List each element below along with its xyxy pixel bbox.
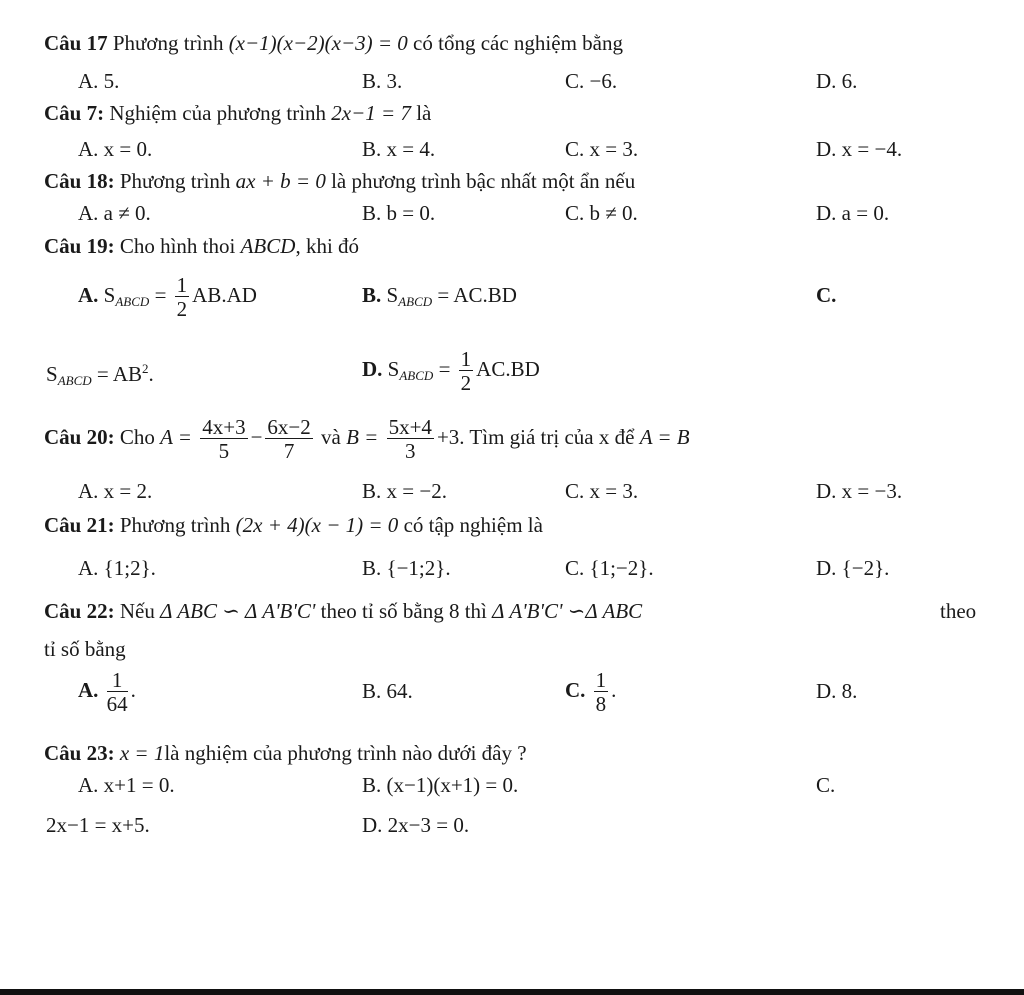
similarity-relation-1: Δ ABC ∽ Δ A'B'C' xyxy=(160,599,316,623)
question-text: theo xyxy=(940,599,977,623)
question-text: có tập nghiệm là xyxy=(403,513,543,537)
equation: 2x−1 = 7 xyxy=(331,101,411,125)
question-text: là xyxy=(416,101,432,125)
option-d[interactable]: D. x = −3. xyxy=(816,479,903,503)
area-symbol: S xyxy=(103,283,116,307)
option-expression: AB.AD xyxy=(192,283,257,307)
option-c[interactable]: C. −6. xyxy=(565,69,618,93)
question-text: Nghiệm của phương trình xyxy=(109,101,327,125)
question-21-stem xyxy=(44,512,543,538)
option-c-body[interactable]: 2x−1 = x+5. xyxy=(46,813,150,837)
question-text: tỉ số bằng xyxy=(44,637,126,661)
option-letter: A. xyxy=(78,283,99,307)
question-text: Phương trình xyxy=(112,31,224,55)
option-d[interactable]: D. 6. xyxy=(816,69,858,93)
fraction-half xyxy=(175,274,190,321)
equation: ax + b = 0 xyxy=(235,169,326,193)
fraction xyxy=(107,669,128,716)
area-symbol: S xyxy=(386,283,399,307)
option-d[interactable]: D. {−2}. xyxy=(816,556,890,580)
equation: (2x + 4)(x − 1) = 0 xyxy=(235,513,399,537)
figure-name: ABCD xyxy=(240,234,296,258)
question-19-stem xyxy=(44,233,359,259)
option-c[interactable] xyxy=(816,282,836,308)
question-text: , khi đó xyxy=(295,234,360,258)
denominator: 2 xyxy=(176,296,188,321)
denominator: 7 xyxy=(283,438,295,463)
minus-sign: − xyxy=(250,425,263,449)
option-d[interactable]: D. a = 0. xyxy=(816,201,890,225)
question-text: là phương trình bậc nhất một ẩn nếu xyxy=(331,169,636,193)
variable-b: B = xyxy=(346,425,379,449)
fraction-2 xyxy=(265,416,312,463)
denominator: 2 xyxy=(460,370,472,395)
area-subscript: ABCD xyxy=(57,373,92,388)
option-letter: C. xyxy=(816,283,837,307)
question-label: Câu 21: xyxy=(44,513,115,537)
equals: = xyxy=(96,362,109,386)
option-b[interactable]: B. x = 4. xyxy=(362,137,436,161)
numerator: 5x+4 xyxy=(388,414,432,439)
option-b[interactable]: B. 64. xyxy=(362,679,413,703)
option-c[interactable]: C. x = 3. xyxy=(565,137,639,161)
option-expression: AC.BD xyxy=(476,357,540,381)
period: . xyxy=(148,362,154,386)
question-text: Nếu xyxy=(119,599,155,623)
question-20-stem xyxy=(44,412,690,463)
option-b[interactable]: B. b = 0. xyxy=(362,201,436,225)
option-c[interactable]: C. x = 3. xyxy=(565,479,639,503)
condition: A = B xyxy=(639,425,690,449)
question-7-stem xyxy=(44,100,431,126)
plus-three: +3 xyxy=(436,425,460,449)
denominator: 3 xyxy=(405,438,416,463)
option-a[interactable]: A. 5. xyxy=(78,69,120,93)
option-d[interactable]: D. 8. xyxy=(816,679,858,703)
numerator: 1 xyxy=(595,667,607,692)
area-subscript: ABCD xyxy=(115,294,150,309)
option-c[interactable] xyxy=(565,665,616,716)
question-label: Câu 19: xyxy=(44,234,115,258)
option-d[interactable]: D. x = −4. xyxy=(816,137,903,161)
equation: x = 1 xyxy=(119,741,165,765)
question-text: Phương trình xyxy=(119,513,231,537)
question-22-stem xyxy=(44,598,642,624)
option-b[interactable] xyxy=(362,282,517,315)
option-b[interactable]: B. 3. xyxy=(362,69,403,93)
question-text: có tổng các nghiệm bằng xyxy=(413,31,623,55)
numerator: 1 xyxy=(107,669,128,692)
option-b[interactable]: B. x = −2. xyxy=(362,479,447,503)
equals: = xyxy=(154,283,167,307)
question-label: Câu 22: xyxy=(44,599,115,623)
fraction-1 xyxy=(200,416,247,463)
option-a[interactable] xyxy=(78,270,257,327)
option-d[interactable]: D. 2x−3 = 0. xyxy=(362,813,470,837)
question-17-stem xyxy=(44,30,623,56)
option-b[interactable]: B. {−1;2}. xyxy=(362,556,451,580)
option-expression: AC.BD xyxy=(453,283,517,307)
option-letter: C. xyxy=(565,678,586,702)
question-label: Câu 18: xyxy=(44,169,115,193)
numerator: 1 xyxy=(460,346,472,371)
denominator: 8 xyxy=(595,691,607,716)
fraction-3 xyxy=(387,416,434,463)
numerator: 4x+3 xyxy=(202,414,246,439)
numerator: 6x−2 xyxy=(267,414,311,439)
numerator: 1 xyxy=(176,272,188,297)
denominator: 5 xyxy=(218,438,230,463)
question-text: Cho hình thoi xyxy=(119,234,236,258)
similarity-relation-2: Δ A'B'C' ∽Δ ABC xyxy=(492,599,643,623)
fraction xyxy=(594,669,609,716)
variable-a: A = xyxy=(160,425,192,449)
option-b[interactable]: B. (x−1)(x+1) = 0. xyxy=(362,773,519,797)
area-symbol: S xyxy=(387,357,400,381)
bottom-border xyxy=(0,989,1024,995)
option-a[interactable]: A. {1;2}. xyxy=(78,556,156,580)
question-text: Cho xyxy=(119,425,155,449)
option-letter: A. xyxy=(78,678,99,702)
exponent: 2 xyxy=(142,361,149,376)
option-letter: B. xyxy=(362,283,382,307)
fraction-half xyxy=(459,348,474,395)
denominator: 64 xyxy=(106,691,128,716)
option-a[interactable]: A. x+1 = 0. xyxy=(78,773,175,797)
option-a[interactable]: A. x = 0. xyxy=(78,137,153,161)
option-c[interactable]: C. xyxy=(816,773,836,797)
equation: (x−1)(x−2)(x−3) = 0 xyxy=(228,31,408,55)
question-label: Câu 23: xyxy=(44,741,115,765)
question-text: . Tìm giá trị của x để xyxy=(459,425,635,449)
question-label: Câu 20: xyxy=(44,425,115,449)
option-a[interactable]: A. x = 2. xyxy=(78,479,153,503)
question-label: Câu 7: xyxy=(44,101,105,125)
equals: = xyxy=(437,283,450,307)
option-a[interactable]: A. a ≠ 0. xyxy=(78,201,151,225)
area-subscript: ABCD xyxy=(398,294,433,309)
question-text: Phương trình xyxy=(119,169,231,193)
option-c[interactable]: C. {1;−2}. xyxy=(565,556,654,580)
equals: = xyxy=(438,357,451,381)
question-23-stem xyxy=(44,740,527,766)
question-18-stem xyxy=(44,168,635,194)
option-c-body[interactable] xyxy=(46,356,154,394)
option-letter: D. xyxy=(362,357,383,381)
option-a[interactable] xyxy=(78,665,136,716)
period: . xyxy=(130,678,136,702)
question-label: Câu 17 xyxy=(44,31,108,55)
conjunction: và xyxy=(321,425,341,449)
question-text: là nghiệm của phương trình nào dưới đây ? xyxy=(164,741,527,765)
option-expression: AB xyxy=(112,362,143,386)
area-symbol: S xyxy=(46,362,58,386)
period: . xyxy=(611,678,617,702)
area-subscript: ABCD xyxy=(399,368,434,383)
question-text: theo tỉ số bằng 8 thì xyxy=(320,599,487,623)
option-c[interactable]: C. b ≠ 0. xyxy=(565,201,638,225)
option-d[interactable] xyxy=(362,344,540,401)
